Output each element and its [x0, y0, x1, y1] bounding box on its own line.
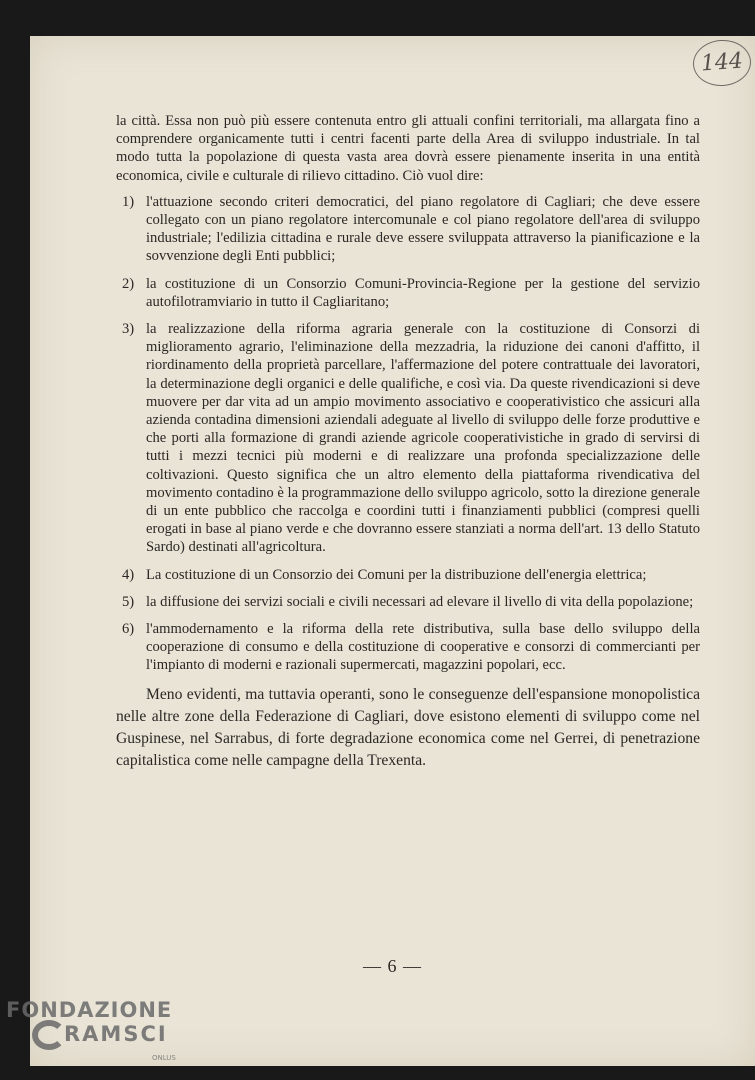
list-item-number: 5)	[122, 593, 135, 610]
list-item	[116, 320, 700, 557]
list-item-number: 2)	[122, 275, 135, 292]
page-number: — 6 —	[363, 956, 422, 976]
archive-page-number-stamp: 144	[691, 38, 752, 88]
list-item-number: 4)	[122, 566, 135, 583]
list-item	[116, 620, 700, 675]
list-item-text: l'ammodernamento e la riforma della rete distributiva, sulla base dello sviluppo della cooperazione di consumo e della costituzione di cooperative e consorzi di commercianti per l'impianto di moderni e razionali supermercati, magazzini popolari, ecc.	[146, 621, 700, 674]
watermark-tag: ONLUS	[152, 1054, 176, 1062]
list-item-number: 3)	[122, 321, 135, 338]
list-item-text: la realizzazione della riforma agraria generale con la costituzione di Consorzi di miglioramento agrario, l'eliminazione della mezzadria, la riduzione dei canoni d'affitto, il riordinamento della proprietà parcellare, l'affermazione del potere contrattuale dei lavoratori, la determinazione degli organici e delle qualifiche, e così via. Da queste rivendicazioni si deve muovere per dar vita ad un ampio movimento associativo e cooperativistico che assicuri alla azienda contadina dimensioni aziendali adeguate al livello di sviluppo delle forze produttive e che porti alla formazione di grandi aziende agricole cooperativistiche in grado di servirsi di tutti i mezzi tecnici più moderni e di realizzare una profonda specializzazione delle coltivazioni. Questo significa che un altro elemento della piattaforma rivendicativa del movimento contadino è la programmazione dello sviluppo agricolo, sotto la direzione generale di un ente pubblico che raccolga e coordini tutti i finanziamenti pubblici (compresi quelli erogati in base al piano verde e che dovranno essere stanziati a norma dell'art. 13 dello Statuto Sardo) destinati all'agricoltura.	[146, 321, 700, 556]
document-page	[30, 36, 755, 1066]
watermark-line-1: FONDAZIONE	[6, 998, 173, 1022]
list-item	[116, 593, 700, 611]
closing-paragraph: Meno evidenti, ma tuttavia operanti, sono le conseguenze dell'espansione monopolistica nelle altre zone della Federazione di Cagliari, dove esistono elementi di sviluppo come nel Guspinese, nel Sarrabus, di forte degradazione economica come nel Gerrei, di penetrazione capitalistica come nelle campagne della Trexenta.	[116, 685, 700, 769]
watermark-line-2-text: RAMSCI	[64, 1022, 168, 1046]
numbered-list	[116, 193, 700, 675]
list-item-text: la costituzione di un Consorzio Comuni-Provincia-Regione per la gestione del servizio autofilotramviario in tutto il Cagliaritano;	[146, 275, 700, 310]
list-item-text: l'attuazione secondo criteri democratici, del piano regolatore di Cagliari; che deve essere collegato con un piano regolatore intercomunale e col piano regolatore dell'area di sviluppo industriale; l'edilizia cittadina e rurale deve essere sviluppata attraverso la pianificazione e la sovvenzione degli Enti pubblici;	[146, 193, 700, 265]
list-item	[116, 275, 700, 311]
list-item-text: la diffusione dei servizi sociali e civili necessari ad elevare il livello di vita della popolazione;	[146, 593, 694, 610]
list-item-number: 1)	[122, 193, 135, 210]
body-text	[116, 112, 700, 772]
fondazione-gramsci-watermark	[6, 998, 176, 1062]
list-item	[116, 566, 700, 584]
list-item	[116, 193, 700, 266]
list-item-text: La costituzione di un Consorzio dei Comuni per la distribuzione dell'energia elettrica;	[146, 566, 647, 583]
list-item-number: 6)	[122, 621, 135, 638]
intro-paragraph: la città. Essa non può più essere contenuta entro gli attuali confini territoriali, ma allargata fino a comprendere organicamente tutti i centri facenti parte della Area di sviluppo industriale. In tal modo tutta la popolazione di questa vasta area dovrà essere pienamente inserita in una entità economica, civile e culturale di rilievo cittadino. Ciò vuol dire:	[116, 113, 700, 184]
gramsci-g-logo-icon	[32, 1020, 66, 1050]
watermark-line-2	[6, 1022, 172, 1046]
